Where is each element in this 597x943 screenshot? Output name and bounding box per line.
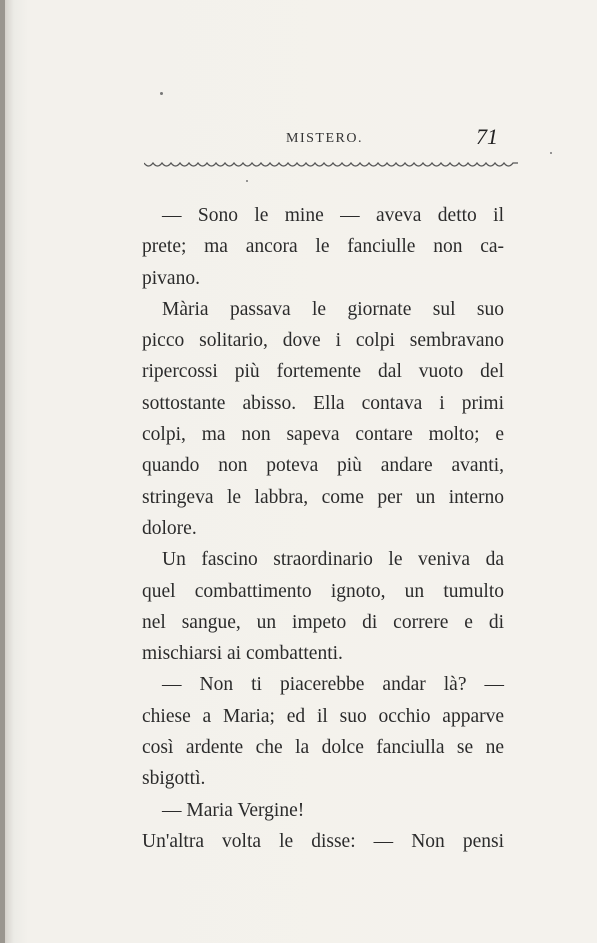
paragraph-2 (142, 294, 504, 544)
text-line: ripercossi più fortemente dal vuoto del (142, 361, 504, 383)
text-line: picco solitario, dove i colpi sembravano (142, 330, 504, 352)
paper-speck (550, 152, 552, 154)
text-line: sbigottì. (142, 768, 206, 790)
paper-speck (160, 92, 163, 95)
running-title: MISTERO. (286, 131, 363, 146)
text-line: Un fascino straordinario le veniva da (162, 549, 504, 571)
text-line: — Maria Vergine! (162, 799, 305, 821)
page-number: 71 (476, 124, 498, 149)
text-line: colpi, ma non sapeva contare molto; e (142, 424, 504, 446)
text-line: Mària passava le giornate sul suo (162, 298, 504, 320)
text-line: stringeva le labbra, come per un interno (142, 486, 504, 508)
text-line: nel sangue, un impeto di correre e di (142, 611, 504, 633)
body-text (142, 200, 504, 857)
text-line: sottostante abisso. Ella contava i primi (142, 392, 504, 414)
page-header (0, 124, 597, 154)
text-line: dolore. (142, 517, 197, 539)
decorative-rule-ornament (144, 160, 518, 170)
text-line: — Sono le mine — aveva detto il (162, 205, 504, 226)
paragraph-6 (142, 826, 504, 857)
text-line: pivano. (142, 267, 200, 289)
text-line: — Non ti piacerebbe andar là? — (162, 674, 504, 696)
text-line: mischiarsi ai combattenti. (142, 643, 343, 665)
text-line: chiese a Maria; ed il suo occhio apparve (142, 705, 504, 727)
text-line: così ardente che la dolce fanciulla se ne (142, 737, 504, 759)
paragraph-3 (142, 544, 504, 669)
paragraph-4 (142, 669, 504, 794)
text-line: quando non poteva più andare avanti, (142, 455, 504, 477)
paragraph-5 (142, 795, 504, 826)
text-line: Un'altra volta le disse: — Non pensi (142, 830, 504, 852)
paper-speck (246, 180, 248, 182)
text-line: prete; ma ancora le fanciulle non ca- (142, 236, 504, 258)
text-line: quel combattimento ignoto, un tumulto (142, 580, 504, 602)
paragraph-1 (142, 200, 504, 294)
